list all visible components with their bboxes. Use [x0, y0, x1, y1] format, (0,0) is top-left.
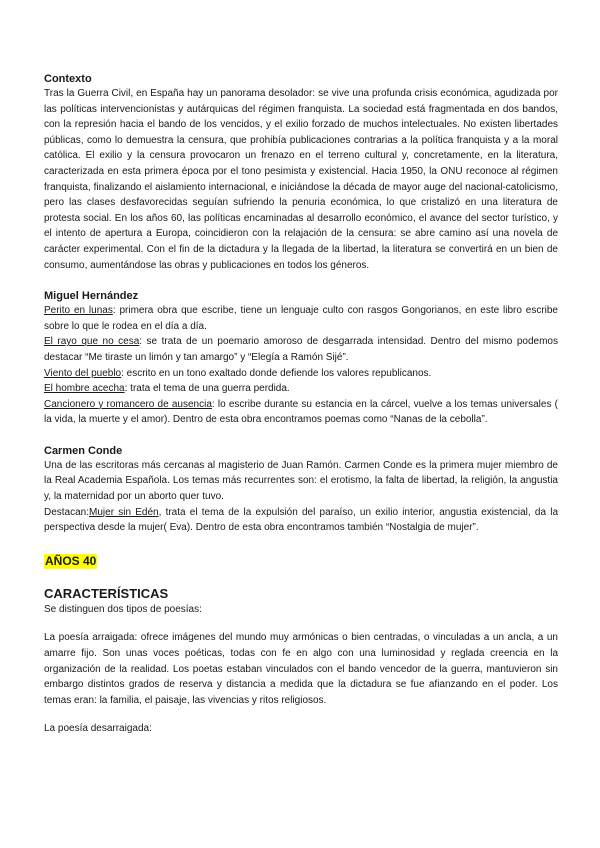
work-title: Mujer sin Edén — [89, 506, 159, 518]
carmen-conde-heading: Carmen Conde — [44, 444, 123, 457]
work-description: : escrito en un tono exaltado donde defiende los valores republicanos. — [121, 367, 432, 379]
document-page — [44, 72, 558, 737]
work-title: Viento del pueblo — [44, 367, 122, 379]
work-item — [44, 397, 558, 428]
work-item — [44, 381, 558, 397]
caracteristicas-intro: Se distinguen dos tipos de poesías: — [44, 603, 202, 615]
carmen-conde-paragraph: Una de las escritoras más cercanas al magisterio de Juan Ramón. Carmen Conde es la primera mujer miembro de la Real Academia Española. Los temas más recurrentes son: el erotismo, la falta de libertad, la religión, la angustia y, la maternidad por un aborto quer tuvo. — [44, 459, 558, 503]
work-description: , trata el tema de la expulsión del paraíso, un exilio interior, angustia existencial, da la perspectiva desde la mujer( Eva). Dentro de esta obra encontramos también “Nostalgia de mujer”. — [44, 506, 559, 534]
anos-40-label: AÑOS 40 — [45, 553, 97, 568]
miguel-hernandez-heading: Miguel Hernández — [44, 290, 139, 303]
poesia-desarraigada-paragraph: La poesía desarraigada: — [44, 723, 152, 735]
caracteristicas-heading: CARACTERÍSTICAS — [44, 585, 169, 601]
work-item — [44, 334, 558, 365]
work-title: El rayo que no cesa — [44, 336, 140, 348]
work-item — [44, 303, 558, 334]
work-description: : trata el tema de una guerra perdida. — [124, 383, 290, 395]
destacan-prefix: Destacan: — [44, 506, 90, 518]
work-title: El hombre acecha — [44, 383, 125, 395]
work-description: : lo escribe durante su estancia en la cárcel, vuelve a los temas universales ( la vida, la muerte y el amor). Dentro de esta obra encontramos poemas como “Nanas de la cebolla”. — [44, 398, 558, 426]
miguel-works-list — [44, 303, 558, 428]
work-description: : primera obra que escribe, tiene un lenguaje culto con rasgos Gongorianos, en este libro escribe sobre lo que le rodea en el día a día. — [44, 305, 558, 332]
contexto-heading: Contexto — [44, 73, 92, 85]
contexto-paragraph: Tras la Guerra Civil, en España hay un panorama desolador: se vive una profunda crisis económica, agudizada por las políticas intervencionistas y autárquicas del régimen franquista. La sociedad está fragmentada en dos bandos, con la represión hacia el bando de los vencidos, y el exilio forzado de muchos intelectuales. No existen libertades públicas, como lo demuestra la censura, que prohibía publicaciones contrarias a la política franquista y a la moral católica. El exilio y la censura provocaron un frenazo en el terreno cultural y, concretamente, en la literatura, caracterizada en esta primera época por el tono pesimista y existencial. Hacia 1950, la ONU reconoce al régimen franquista, finalizando el aislamiento internacional, e iniciándose la década de mayor auge del nacional-catolicismo, pero las clases desfavorecidas seguían sufriendo la penuria económica, lo que cristalizó en una literatura de protesta social. En los años 60, las políticas encaminadas al desarrollo económico, el avance del sector turístico, y el intento de apertura a Europa, coincidieron con la relajación de la censura: se abre camino así una novela de carácter experimental. Con el fin de la dictadura y la llegada de la libertad, la literatura se convertirá en un bien de consumo, aumentándose las obras y publicaciones en todos los géneros. — [44, 88, 558, 271]
work-title: Cancionero y romancero de ausencia — [44, 398, 212, 410]
poesia-arraigada-paragraph: La poesía arraigada: ofrece imágenes del mundo muy armónicas o bien centradas, o vinculadas a un ancla, a un amarre fijo. Son unas voces poéticas, todas con fe en algo con una luminosidad y reglada creencia en la organización de la realidad. Los poetas estaban vinculados con el bando vencedor de la guerra, mantuvieron sin embargo distintos grados de reserva y distancia a medida que la dictadura se fue afianzando en el poder. Los temas eran: la familia, el paisaje, las vivencias y ritos religiosos. — [44, 632, 558, 706]
work-item — [44, 366, 558, 382]
anos-40-band — [44, 552, 558, 570]
work-title: Perito en lunas — [44, 305, 113, 317]
carmen-destacan-paragraph — [44, 505, 558, 536]
work-description: : se trata de un poemario amoroso de desgarrada intensidad. Dentro del mismo podemos destacar “Me tiraste un limón y tan amargo” y “Elegía a Ramón Sijé”. — [44, 336, 558, 363]
